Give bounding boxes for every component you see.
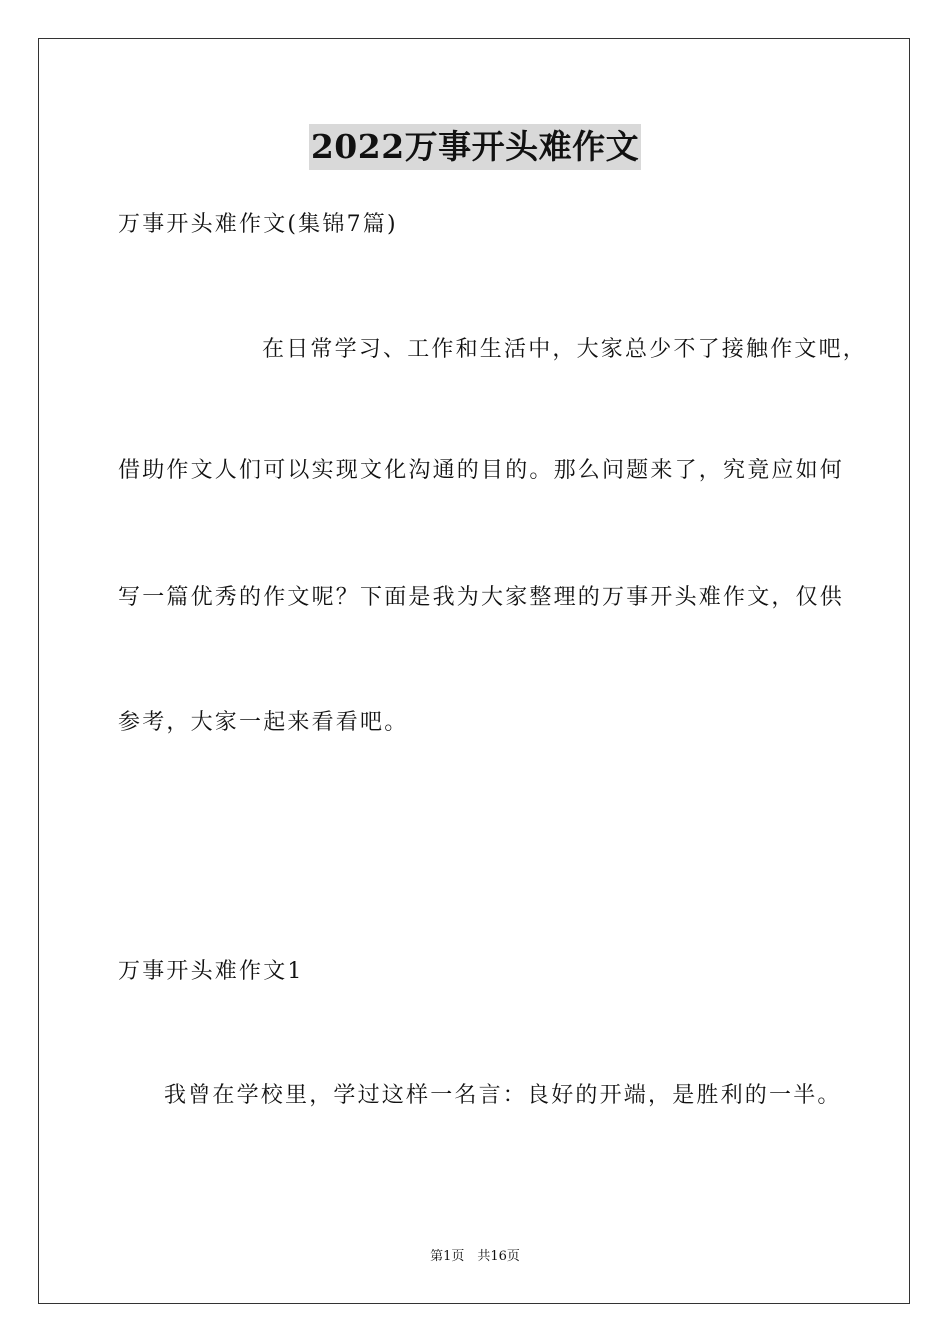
intro-line-3: 写一篇优秀的作文呢？下面是我为大家整理的万事开头难作文，仅供 [118,585,845,610]
document-title: 2022万事开头难作文 [309,124,641,170]
title-container [0,124,950,170]
section-heading: 万事开头难作文1 [118,959,304,984]
intro-line-4: 参考，大家一起来看看吧。 [118,710,409,735]
intro-line-2: 借助作文人们可以实现文化沟通的目的。那么问题来了，究竟应如何 [118,458,845,483]
document-subtitle: 万事开头难作文(集锦7篇) [118,212,398,237]
intro-line-1: 在日常学习、工作和生活中，大家总少不了接触作文吧， [262,337,868,362]
page-number-footer: 第1页 共16页 [430,1249,520,1264]
section-first-line: 我曾在学校里，学过这样一名言：良好的开端，是胜利的一半。 [164,1083,842,1108]
